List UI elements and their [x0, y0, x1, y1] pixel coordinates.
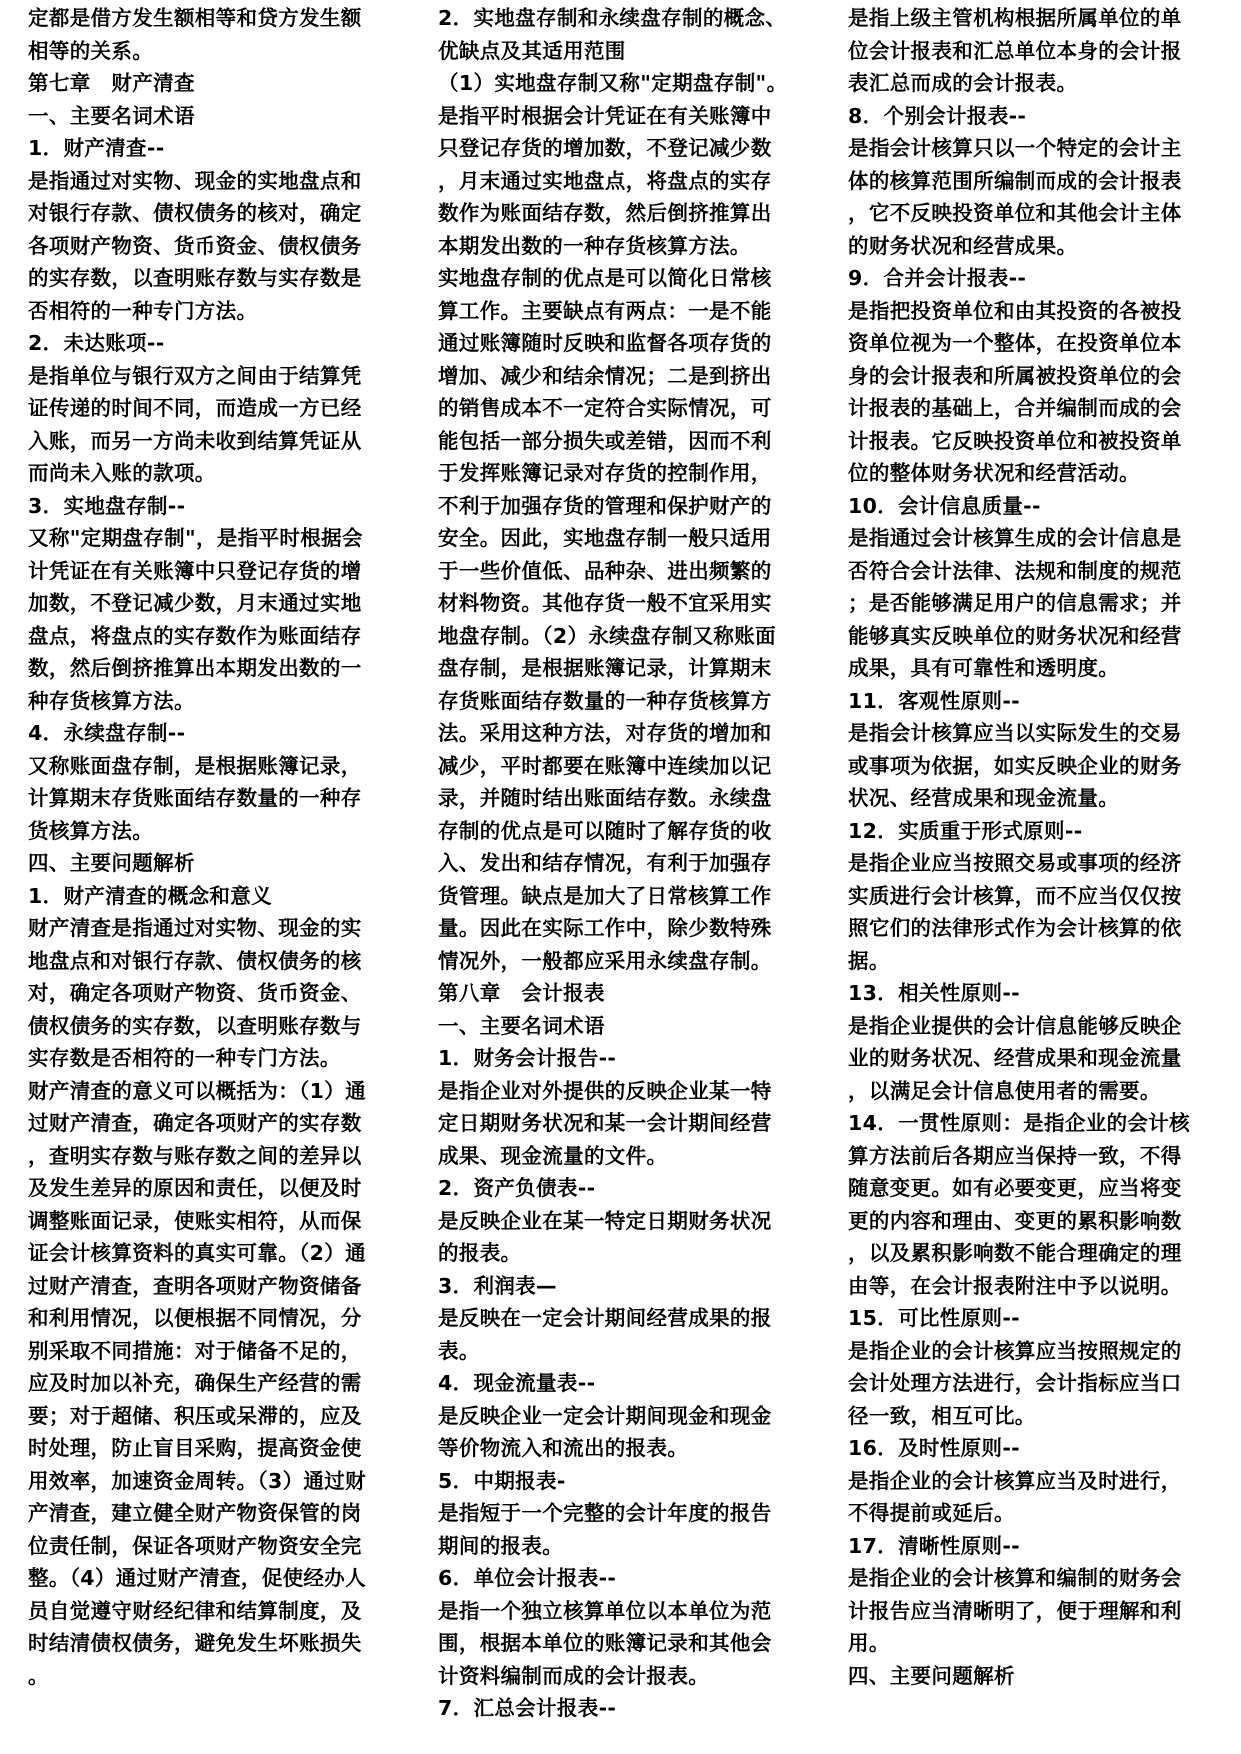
text-line: 2．未达账项-- [28, 331, 165, 355]
text-line: 是指一个独立核算单位以本单位为范 [438, 1598, 772, 1623]
text-line: 过财产清查，确定各项财产的实存数 [28, 1111, 362, 1135]
text-line: 数作为账面结存数，然后倒挤推算出 [438, 201, 772, 225]
text-line: 体的核算范围所编制而成的会计报表 [848, 168, 1182, 193]
text-line: 安全。因此，实地盘存制一般只适用 [438, 526, 772, 550]
text-line: ；是否能够满足用户的信息需求；并 [848, 591, 1182, 615]
text-line: 计算期末存货账面结存数量的一种存 [28, 786, 362, 810]
text-line: 存货账面结存数量的一种存货核算方 [438, 688, 772, 713]
text-line: 的财务状况和经营成果。 [848, 233, 1078, 258]
text-line: 11．客观性原则-- [848, 688, 1021, 713]
text-line: 3．利润表— [438, 1273, 557, 1298]
text-line: 能够真实反映单位的财务状况和经营 [848, 623, 1182, 648]
text-line: 证传递的时间不同，而造成一方已经 [28, 396, 362, 420]
text-line: 是指会计核算应当以实际发生的交易 [848, 721, 1182, 745]
text-line: 本期发出数的一种存货核算方法。 [438, 233, 751, 258]
text-line: 入、发出和结存情况，有利于加强存 [438, 851, 772, 875]
text-line: 用。 [848, 1631, 890, 1655]
text-line: 员自觉遵守财经纪律和结算制度，及 [28, 1598, 362, 1623]
text-line: 是指企业提供的会计信息能够反映企 [848, 1013, 1182, 1038]
text-line: 各项财产物资、货币资金、债权债务 [28, 233, 362, 258]
text-line: 是指把投资单位和由其投资的各被投 [848, 298, 1182, 323]
text-line: 种存货核算方法。 [28, 688, 195, 713]
text-line: 而尚未入账的款项。 [28, 461, 216, 485]
text-column-middle [438, 2, 810, 1725]
text-line: 实地盘存制的优点是可以简化日常核 [438, 266, 772, 290]
text-line: 只登记存货的增加数，不登记减少数 [438, 136, 772, 160]
text-line: 13．相关性原则-- [848, 981, 1021, 1005]
text-line: 会计处理方法进行，会计指标应当口 [848, 1371, 1182, 1395]
text-line: 货管理。缺点是加大了日常核算工作 [438, 883, 772, 908]
text-line: 是反映企业在某一特定日期财务状况 [438, 1208, 772, 1233]
text-line: 及发生差异的原因和责任，以便及时 [28, 1176, 362, 1200]
text-line: 资单位视为一个整体，在投资单位本 [848, 331, 1182, 355]
text-line: 由等，在会计报表附注中予以说明。 [848, 1273, 1182, 1298]
text-line: 12．实质重于形式原则-- [848, 818, 1083, 843]
text-line: 位责任制，保证各项财产物资安全完 [28, 1533, 362, 1558]
text-line: 证会计核算资料的真实可靠。（2）通 [28, 1241, 366, 1265]
text-line: 的报表。 [438, 1241, 522, 1265]
text-line: 实质进行会计核算，而不应当仅仅按 [848, 883, 1182, 908]
text-line: 随意变更。如有必要变更，应当将变 [848, 1176, 1182, 1200]
text-line: 优缺点及其适用范围 [438, 38, 626, 63]
text-line: 更的内容和理由、变更的累积影响数 [848, 1208, 1182, 1233]
text-line: 不得提前或延后。 [848, 1501, 1015, 1525]
text-line: 加数，不登记减少数，月末通过实地 [28, 591, 362, 615]
text-line: 是指会计核算只以一个特定的会计主 [848, 136, 1182, 160]
text-line: 是指企业应当按照交易或事项的经济 [848, 851, 1182, 875]
text-line: 定日期财务状况和某一会计期间经营 [438, 1111, 772, 1135]
text-line: 用效率，加速资金周转。（3）通过财 [28, 1468, 366, 1493]
text-line: 又称"定期盘存制"，是指平时根据会 [28, 526, 363, 550]
text-line: 是反映企业一定会计期间现金和现金 [438, 1403, 772, 1428]
text-line: 债权债务的实存数，以查明账存数与 [28, 1013, 362, 1038]
text-line: 计报表。它反映投资单位和被投资单 [848, 428, 1182, 453]
text-line: ，以满足会计信息使用者的需要。 [848, 1078, 1161, 1103]
text-line: 算工作。主要缺点有两点：一是不能 [438, 298, 772, 323]
text-line: 不利于加强存货的管理和保护财产的 [438, 493, 772, 518]
text-column-right [848, 2, 1220, 1692]
text-line: 3．实地盘存制-- [28, 493, 186, 518]
text-line: 是指通过对实物、现金的实地盘点和 [28, 168, 362, 193]
text-line: 围，根据本单位的账簿记录和其他会 [438, 1631, 772, 1655]
text-line: 否符合会计法律、法规和制度的规范 [848, 558, 1182, 583]
text-line: 量。因此在实际工作中，除少数特殊 [438, 916, 772, 940]
text-line: 是指通过会计核算生成的会计信息是 [848, 526, 1182, 550]
text-line: 照它们的法律形式作为会计核算的依 [848, 916, 1182, 940]
text-line: 15．可比性原则-- [848, 1306, 1021, 1330]
text-line: 地盘点和对银行存款、债权债务的核 [28, 948, 362, 973]
text-line: 材料物资。其他存货一般不宜采用实 [438, 591, 772, 615]
text-line: 通过账簿随时反映和监督各项存货的 [438, 331, 772, 355]
text-line: 计报告应当清晰明了，便于理解和利 [848, 1598, 1182, 1623]
text-line: 入账，而另一方尚未收到结算凭证从 [28, 428, 362, 453]
text-line: 。 [28, 1663, 49, 1688]
text-line: 是指企业的会计核算应当按照规定的 [848, 1338, 1182, 1363]
text-line: ，查明实存数与账存数之间的差异以 [28, 1143, 362, 1168]
text-line: 计报表的基础上，合并编制而成的会 [848, 396, 1182, 420]
text-line: 4．永续盘存制-- [28, 721, 186, 745]
text-line: 盘点，将盘点的实存数作为账面结存 [28, 623, 362, 648]
text-line: 状况、经营成果和现金流量。 [848, 786, 1120, 810]
text-line: 一、主要名词术语 [28, 103, 195, 128]
text-line: 或事项为依据，如实反映企业的财务 [848, 753, 1182, 778]
text-line: 第七章 财产清查 [28, 71, 195, 95]
text-line: 据。 [848, 948, 890, 973]
text-line: 是指企业对外提供的反映企业某一特 [438, 1078, 772, 1103]
text-line: 表汇总而成的会计报表。 [848, 71, 1078, 95]
text-line: 位会计报表和汇总单位本身的会计报 [848, 38, 1182, 63]
text-line: 是指企业的会计核算和编制的财务会 [848, 1566, 1182, 1590]
text-line: 对银行存款、债权债务的核对，确定 [28, 201, 362, 225]
text-line: 期间的报表。 [438, 1533, 564, 1558]
text-line: 径一致，相互可比。 [848, 1403, 1036, 1428]
text-line: 相等的关系。 [28, 38, 154, 63]
text-line: 于一些价值低、品种杂、进出频繁的 [438, 558, 772, 583]
text-line: ，以及累积影响数不能合理确定的理 [848, 1241, 1182, 1265]
text-line: 计凭证在有关账簿中只登记存货的增 [28, 558, 362, 583]
text-line: 9．合并会计报表-- [848, 266, 1027, 290]
text-line: 16．及时性原则-- [848, 1436, 1021, 1460]
text-line: 定都是借方发生额相等和贷方发生额 [28, 6, 362, 30]
text-line: 和利用情况，以便根据不同情况，分 [28, 1306, 362, 1330]
text-line: 于发挥账簿记录对存货的控制作用， [438, 461, 772, 485]
text-line: 否相符的一种专门方法。 [28, 298, 258, 323]
text-line: 增加、减少和结余情况；二是到挤出 [438, 363, 772, 388]
text-line: 1．财务会计报告-- [438, 1046, 617, 1070]
text-line: 的实存数，以查明账存数与实存数是 [28, 266, 362, 290]
text-line: 能包括一部分损失或差错，因而不利 [438, 428, 772, 453]
text-line: 4．现金流量表-- [438, 1371, 596, 1395]
text-line: 是指平时根据会计凭证在有关账簿中 [438, 103, 772, 128]
text-line: 是指企业的会计核算应当及时进行， [848, 1468, 1182, 1493]
text-column-left [28, 2, 400, 1692]
text-line: 减少，平时都要在账簿中连续加以记 [438, 753, 772, 778]
text-line: 1．财产清查的概念和意义 [28, 883, 272, 908]
text-line: 法。采用这种方法，对存货的增加和 [438, 721, 772, 745]
text-line: 情况外，一般都应采用永续盘存制。 [438, 948, 772, 973]
text-line: 又称账面盘存制，是根据账簿记录， [28, 753, 362, 778]
text-line: 5．中期报表- [438, 1468, 566, 1493]
text-line: 财产清查是指通过对实物、现金的实 [28, 916, 362, 940]
text-line: ，月末通过实地盘点，将盘点的实存 [438, 168, 772, 193]
text-line: 整。（4）通过财产清查，促使经办人 [28, 1566, 366, 1590]
text-line: 地盘存制。（2）永续盘存制又称账面 [438, 623, 776, 648]
text-line: 身的会计报表和所属被投资单位的会 [848, 363, 1182, 388]
text-line: 四、主要问题解析 [28, 851, 195, 875]
text-line: 是指上级主管机构根据所属单位的单 [848, 6, 1182, 30]
text-line: 录，并随时结出账面结存数。永续盘 [438, 786, 772, 810]
text-line: 成果、现金流量的文件。 [438, 1143, 668, 1168]
text-line: 成果，具有可靠性和透明度。 [848, 656, 1120, 680]
text-line: 别采取不同措施：对于储备不足的， [28, 1338, 362, 1363]
text-line: 过财产清查，查明各项财产物资储备 [28, 1273, 362, 1298]
text-line: 产清查，建立健全财产物资保管的岗 [28, 1501, 362, 1525]
text-line: 表。 [438, 1338, 480, 1363]
text-line: 算方法前后各期应当保持一致，不得 [848, 1143, 1182, 1168]
text-line: 时结清债权债务，避免发生坏账损失 [28, 1631, 362, 1655]
text-line: 是指单位与银行双方之间由于结算凭 [28, 363, 362, 388]
text-line: 数，然后倒挤推算出本期发出数的一 [28, 656, 362, 680]
text-line: 1．财产清查-- [28, 136, 165, 160]
text-line: 2．实地盘存制和永续盘存制的概念、 [438, 6, 787, 30]
text-line: 调整账面记录，使账实相符，从而保 [28, 1208, 362, 1233]
text-line: 17．清晰性原则-- [848, 1533, 1021, 1558]
text-line: 8．个别会计报表-- [848, 103, 1027, 128]
text-line: 10．会计信息质量-- [848, 493, 1041, 518]
text-line: 是反映在一定会计期间经营成果的报 [438, 1306, 772, 1330]
text-line: 一、主要名词术语 [438, 1013, 605, 1038]
text-line: 计资料编制而成的会计报表。 [438, 1663, 710, 1688]
text-line: 时处理，防止盲目采购，提高资金使 [28, 1436, 362, 1460]
text-line: 四、主要问题解析 [848, 1663, 1015, 1688]
text-line: （1）实地盘存制又称"定期盘存制"。 [438, 71, 788, 95]
text-line: 对，确定各项财产物资、货币资金、 [28, 981, 362, 1005]
text-line: 2．资产负债表-- [438, 1176, 596, 1200]
text-line: 存制的优点是可以随时了解存货的收 [438, 818, 772, 843]
text-line: 应及时加以补充，确保生产经营的需 [28, 1371, 362, 1395]
text-line: 第八章 会计报表 [438, 981, 605, 1005]
text-line: 7．汇总会计报表-- [438, 1696, 617, 1720]
text-line: ，它不反映投资单位和其他会计主体 [848, 201, 1182, 225]
text-line: 业的财务状况、经营成果和现金流量 [848, 1046, 1182, 1070]
text-line: 位的整体财务状况和经营活动。 [848, 461, 1140, 485]
text-line: 的销售成本不一定符合实际情况，可 [438, 396, 772, 420]
text-line: 要；对于超储、积压或呆滞的，应及 [28, 1403, 362, 1428]
text-line: 实存数是否相符的一种专门方法。 [28, 1046, 341, 1070]
text-line: 14．一贯性原则：是指企业的会计核 [848, 1111, 1190, 1135]
text-line: 等价物流入和流出的报表。 [438, 1436, 689, 1460]
text-line: 6．单位会计报表-- [438, 1566, 617, 1590]
text-line: 财产清查的意义可以概括为：（1）通 [28, 1078, 366, 1103]
text-line: 是指短于一个完整的会计年度的报告 [438, 1501, 772, 1525]
text-line: 货核算方法。 [28, 818, 154, 843]
text-line: 盘存制，是根据账簿记录，计算期末 [438, 656, 772, 680]
